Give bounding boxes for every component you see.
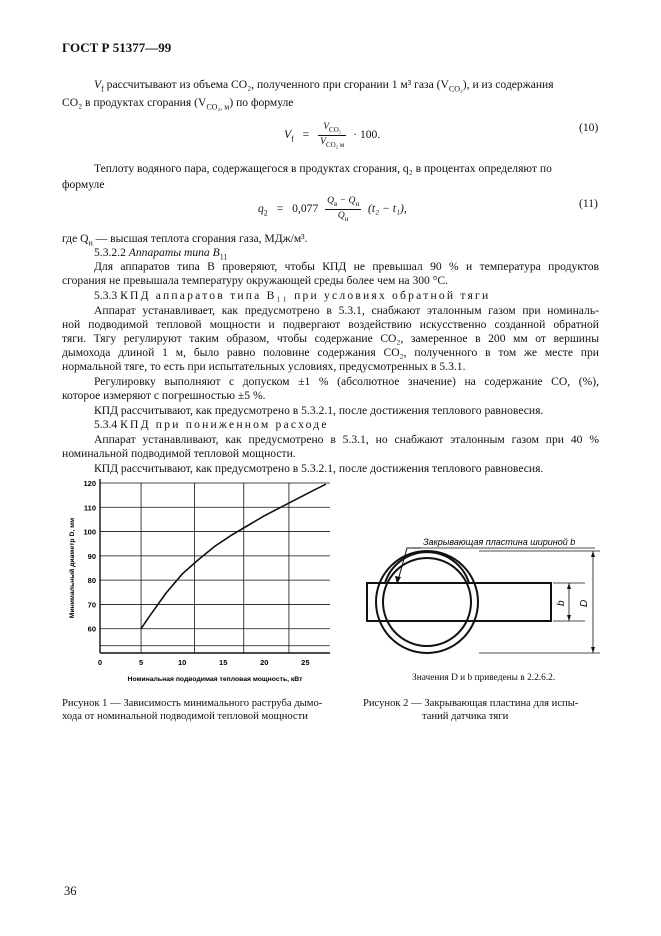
dim-D-arrow-top [591,551,595,557]
equation-11-number: (11) [579,197,598,210]
plate-diagram-figure-2 [355,530,605,670]
chart-y-axis-label: Минимальный диаметр D, мм [69,517,76,619]
page-header: ГОСТ Р 51377—99 [62,40,172,55]
dim-b-arrow-top [567,583,571,589]
heat-paragraph-line2: формуле [62,178,105,191]
plate-label: Закрывающая пластина шириной b [423,537,576,547]
body-line: Аппарат устанавливают, как предусмотрено в 5.3.1, но снабжают эталонным газом при 40 % [94,433,599,446]
dim-D-label: D [579,599,590,607]
chart-y-tick-label: 90 [87,551,96,561]
chart-y-tick-label: 120 [83,479,96,488]
body-line: ной подводимой тепловой мощности и подвергают воздействию искусственно созданной обратной [62,318,599,331]
figure1-caption-line2: хода от номинальной подводимой тепловой мощности [62,711,308,722]
body-line: Аппарат устанавливает, как предусмотрено в 5.3.1, снабжают эталонным газом при номиналь- [94,304,599,317]
body-line: КПД рассчитывают, как предусмотрено в 5.3.2.1, после достижения теплового равновесия. [94,462,544,475]
body-line: где $Q_н$ — высшая теплота сгорания газа, МДж/м³. [62,232,308,248]
vf-paragraph-line2: CO₂ в продуктах сгорания $(V_{CO_2, м})$ по формуле [62,96,294,112]
body-line: тяги. Тягу регулируют таким образом, чтобы содержание CO₂, замеренное в 200 мм от вершины [62,332,599,345]
equation-11: $q_2 = 0,077$ $\frac{Q_в - Q_н}{Q_н}$ (t₂ − t₁), [258,196,407,223]
chart-x-tick-label: 15 [219,658,228,667]
dim-D-arrow-bottom [591,647,595,653]
chart-y-tick-label: 100 [83,527,96,537]
figure2-caption-line2: таний датчика тяги [422,711,509,722]
body-line: нормальной тяге, то есть при испытательных условиях, предусмотренных в 5.3.1. [62,360,466,373]
closing-plate-rect [367,583,551,621]
figure2-caption-line1: Рисунок 2 — Закрывающая пластина для испы- [363,698,579,709]
vf-paragraph-line1: $V_f$ рассчитывают из объема CO₂, полученного при сгорании 1 м³ газа $(V_{CO_2})$, и из содержания [94,78,554,94]
figure1-caption-line1: Рисунок 1 — Зависимость минимального раструба дымо- [62,698,323,709]
dim-b-arrow-bottom [567,615,571,621]
body-line: дымохода длиной 1 м, было равно половине содержания CO₂, полученного в том же месте при [62,346,599,359]
chart-x-tick-label: 10 [177,658,187,667]
figure2-note: Значения D и b приведены в 2.2.6.2. [412,673,556,683]
body-line: 5.3.3 КПД аппаратов типа B₁₁ при условиях обратной тяги [94,289,491,302]
body-line: 5.3.4 КПД при пониженном расходе [94,418,329,431]
body-line: которое измеряют с погрешностью ±5 %. [62,389,266,402]
body-line: номинальной подводимой тепловой мощности. [62,447,296,460]
chart-y-tick-label: 70 [87,600,96,610]
body-line: Для аппаратов типа B проверяют, чтобы КПД не превышал 90 % и температура продуктов [94,260,599,273]
chart-figure-1 [62,475,337,695]
dim-b-label: b [556,600,567,606]
chart-series-line [141,484,326,629]
page-number: 36 [64,884,77,898]
chart-x-tick-label: 20 [260,658,269,667]
chart-x-tick-label: 0 [97,658,103,667]
equation-10-number: (10) [579,121,599,134]
body-line: 5.3.2.2 Аппараты типа $B_{11}$ [94,246,228,262]
body-line: Регулировку выполняют с допуском ±1 % (абсолютное значение) на содержание CO, (%), [94,375,599,388]
heat-paragraph-line1: Теплоту водяного пара, содержащегося в продуктах сгорания, q₂ в процентах определяют по [94,162,552,175]
equation-10: $V_f$ = $\frac{V_{CO_2}}{V_{CO_2 м}}$ · 100. [284,122,381,149]
chart-x-tick-label: 5 [138,658,144,667]
chart-y-tick-label: 60 [87,624,96,634]
chart-y-tick-label: 80 [87,576,96,586]
chart-x-axis-label: Номинальная подводимая тепловая мощность, кВт [127,676,303,683]
chart-y-tick-label: 110 [83,503,96,513]
chart-x-tick-label: 25 [301,658,310,667]
body-line: сгорания не превышала температуру окружающей среды более чем на 300 °С. [62,274,449,287]
body-line: КПД рассчитывают, как предусмотрено в 5.3.2.1, после достижения теплового равновесия. [94,404,544,417]
